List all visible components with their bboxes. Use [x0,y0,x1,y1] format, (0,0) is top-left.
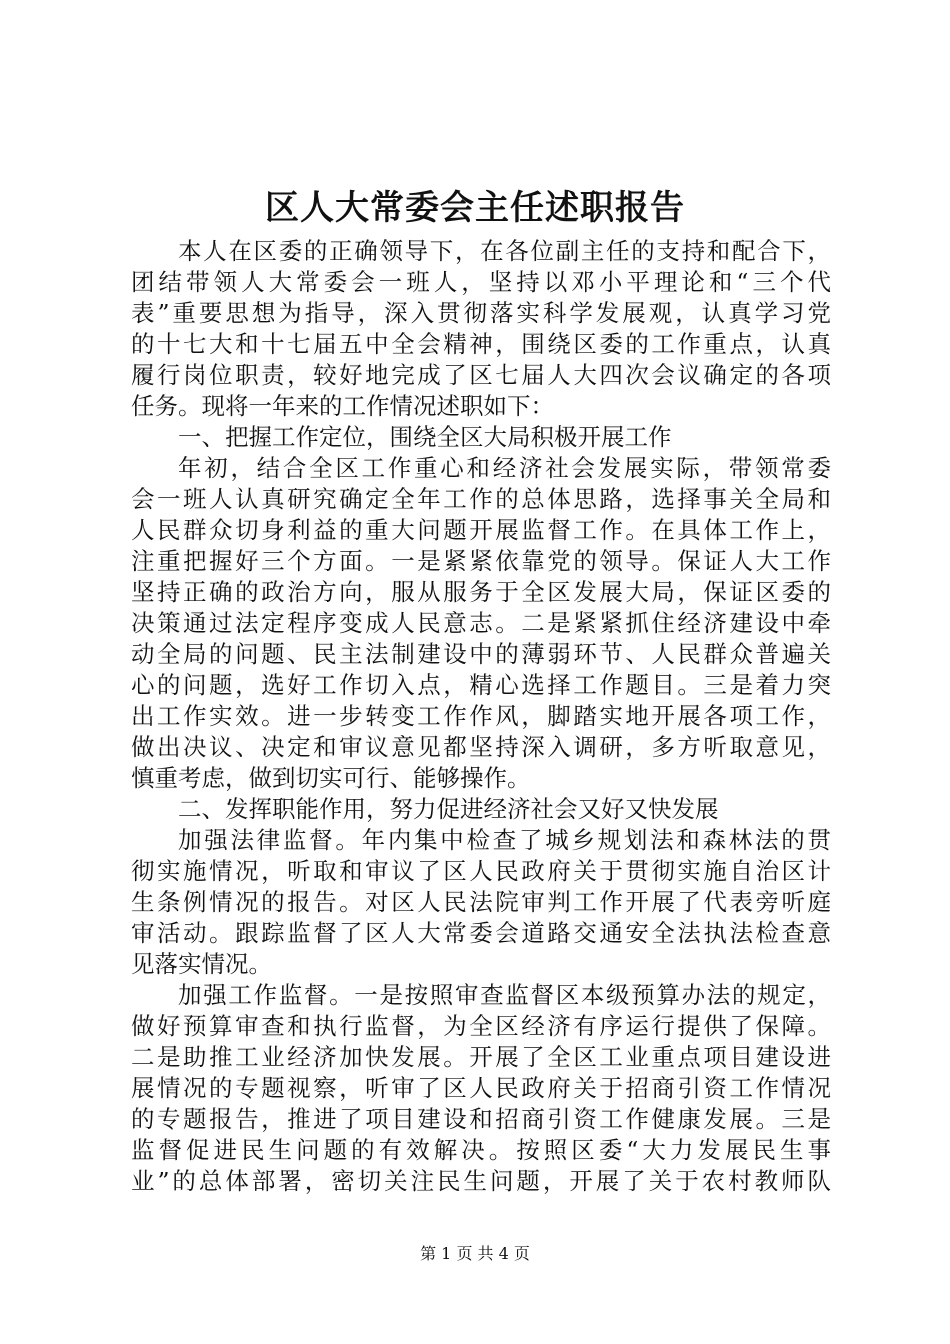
paragraph-line [131,391,831,422]
line-text: 慎重考虑，做到切实可行、能够操作。 [131,764,531,792]
paragraph-line [131,1073,831,1104]
section-heading [131,794,831,825]
line-text: 会一班人认真研究确定全年工作的总体思路，选择事关全局和 [131,485,831,513]
paragraph-line [131,608,831,639]
paragraph-line [131,825,831,856]
line-text: 一、把握工作定位，围绕全区大局积极开展工作 [178,423,672,451]
line-text: 坚持正确的政治方向，服从服务于全区发展大局，保证区委的 [131,578,831,606]
paragraph-line [131,329,831,360]
line-text: 加强法律监督。年内集中检查了城乡规划法和森林法的贯 [178,826,831,854]
paragraph-line [131,763,831,794]
line-text: 团结带领人大常委会一班人，坚持以邓小平理论和“三个代 [131,268,831,296]
paragraph-line [131,980,831,1011]
paragraph-line [131,1042,831,1073]
paragraph-line [131,1135,831,1166]
line-text: 的专题报告，推进了项目建设和招商引资工作健康发展。三是 [131,1105,831,1133]
paragraph-line [131,1011,831,1042]
line-text: 任务。现将一年来的工作情况述职如下： [131,392,554,420]
line-text: 生条例情况的报告。对区人民法院审判工作开展了代表旁听庭 [131,888,831,916]
line-text: 做好预算审查和执行监督，为全区经济有序运行提供了保障。 [131,1012,831,1040]
paragraph-line [131,236,831,267]
section-heading [131,422,831,453]
paragraph-line [131,918,831,949]
paragraph-line [131,484,831,515]
line-text: 决策通过法定程序变成人民意志。二是紧紧抓住经济建设中牵 [131,609,831,637]
paragraph-line [131,701,831,732]
line-text: 注重把握好三个方面。一是紧紧依靠党的领导。保证人大工作 [131,547,831,575]
line-text: 心的问题，选好工作切入点，精心选择工作题目。三是着力突 [131,671,831,699]
line-text: 履行岗位职责，较好地完成了区七届人大四次会议确定的各项 [131,361,831,389]
paragraph-line [131,887,831,918]
line-text: 展情况的专题视察，听审了区人民政府关于招商引资工作情况 [131,1074,831,1102]
paragraph-line [131,546,831,577]
line-text: 业”的总体部署，密切关注民生问题，开展了关于农村教师队 [131,1167,831,1195]
line-text: 审活动。跟踪监督了区人大常委会道路交通安全法执法检查意 [131,919,831,947]
line-text: 二、发挥职能作用，努力促进经济社会又好又快发展 [178,795,719,823]
paragraph-line [131,267,831,298]
line-text: 监督促进民生问题的有效解决。按照区委“大力发展民生事 [131,1136,831,1164]
paragraph-line [131,577,831,608]
paragraph-line [131,856,831,887]
line-text: 动全局的问题、民主法制建设中的薄弱环节、人民群众普遍关 [131,640,831,668]
paragraph-line [131,515,831,546]
line-text: 本人在区委的正确领导下，在各位副主任的支持和配合下， [178,237,831,265]
line-text: 人民群众切身利益的重大问题开展监督工作。在具体工作上， [131,516,831,544]
line-text: 见落实情况。 [131,950,272,978]
paragraph-line [131,298,831,329]
line-text: 二是助推工业经济加快发展。开展了全区工业重点项目建设进 [131,1043,831,1071]
paragraph-line [131,639,831,670]
document-title: 区人大常委会主任述职报告 [265,188,685,228]
line-text: 做出决议、决定和审议意见都坚持深入调研，多方听取意见， [131,733,831,761]
paragraph-line [131,1104,831,1135]
paragraph-line [131,453,831,484]
paragraph-line [131,1166,831,1197]
line-text: 年初，结合全区工作重心和经济社会发展实际，带领常委 [178,454,831,482]
document-body [131,236,831,1197]
line-text: 表”重要思想为指导，深入贯彻落实科学发展观，认真学习党 [131,299,831,327]
paragraph-line [131,949,831,980]
line-text: 出工作实效。进一步转变工作作风，脚踏实地开展各项工作， [131,702,831,730]
line-text: 彻实施情况，听取和审议了区人民政府关于贯彻实施自治区计 [131,857,831,885]
line-text: 加强工作监督。一是按照审查监督区本级预算办法的规定， [178,981,831,1009]
paragraph-line [131,360,831,391]
paragraph-line [131,670,831,701]
page-footer: 第 1 页 共 4 页 [420,1244,530,1263]
line-text: 的十七大和十七届五中全会精神，围绕区委的工作重点，认真 [131,330,831,358]
paragraph-line [131,732,831,763]
